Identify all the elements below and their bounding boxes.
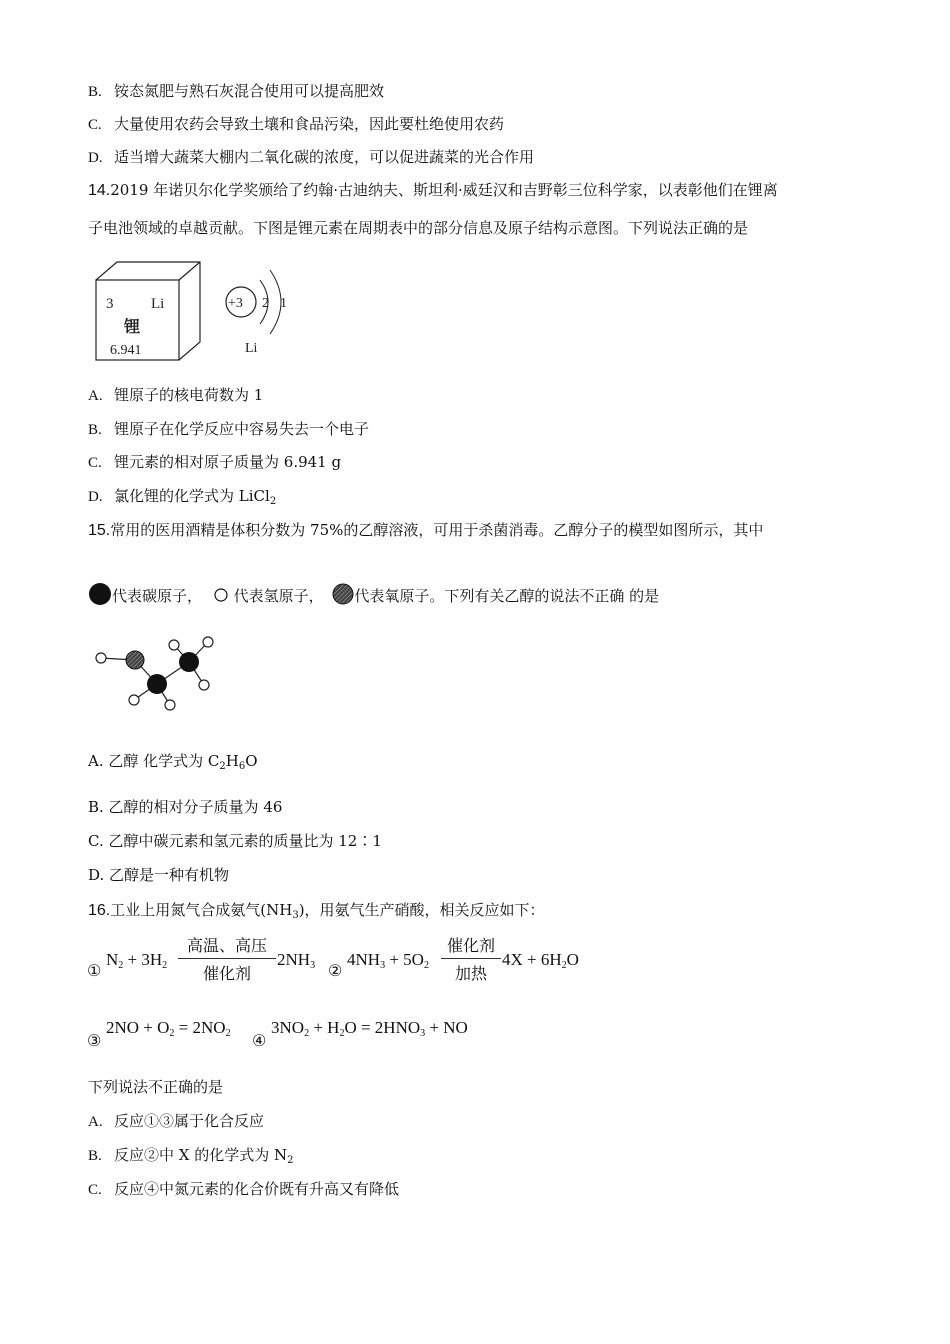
q15-stem-line1: 15.常用的医用酒精是体积分数为 75%的乙醇溶液，可用于杀菌消毒。乙醇分子的模型如图所示，其中 [88, 521, 764, 539]
element-name: 锂 [124, 317, 141, 336]
carbon-atom-icon [88, 582, 112, 606]
hydrogen-atom [169, 640, 179, 650]
q14-option-a: A. 锂原子的核电荷数为 1 [88, 386, 264, 404]
nucleus-charge: +3 [228, 296, 243, 311]
atom-structure [226, 270, 287, 356]
q14-option-c: C. 锂元素的相对原子质量为 6.941 g [88, 453, 342, 471]
reaction-1-left: $N_2 + 3H_2$ [106, 950, 168, 971]
oxygen-atom [126, 651, 144, 669]
shell-2-electrons: 1 [280, 296, 287, 311]
q15-option-c: C. 乙醇中碳元素和氢元素的质量比为 12∶1 [88, 832, 382, 850]
q14-option-d: D. 氯化锂的化学式为 LiCl$_2$ [88, 487, 277, 507]
shell-1-electrons: 2 [262, 296, 269, 311]
q16-option-b: B. 反应②中 X 的化学式为 $N_2$ [88, 1146, 294, 1166]
atom-label: Li [245, 341, 258, 356]
reaction-2-marker: ② [328, 961, 343, 980]
element-symbol: Li [151, 296, 165, 312]
reaction-4-marker: ④ [252, 1031, 267, 1050]
atomic-mass: 6.941 [110, 343, 142, 358]
q13-option-b: B. 铵态氮肥与熟石灰混合使用可以提高肥效 [88, 82, 385, 100]
hydrogen-atom [199, 680, 209, 690]
carbon-atom [147, 674, 167, 694]
q16-question: 下列说法不正确的是 [88, 1078, 224, 1096]
q15-legend: 代表碳原子， 代表氢原子， 代表氧原子。下列有关乙醇的说法不正确 的是 [88, 582, 659, 606]
oxygen-atom-icon [332, 583, 354, 605]
q14-option-b: B. 锂原子在化学反应中容易失去一个电子 [88, 420, 370, 438]
reaction-1-condition: 高温、高压 催化剂 [178, 933, 276, 984]
carbon-atom [179, 652, 199, 672]
q16-option-c: C. 反应④中氮元素的化合价既有升高又有降低 [88, 1180, 400, 1198]
reaction-1-right: $2NH_3$ [277, 950, 316, 971]
atomic-number: 3 [106, 296, 114, 312]
q16-stem: 16.工业上用氮气合成氨气$(NH_3)$，用氨气生产硝酸，相关反应如下： [88, 901, 545, 921]
reaction-2-condition: 催化剂 加热 [441, 933, 501, 984]
ethanol-molecule-model [90, 630, 230, 720]
q14-stem-line2: 子电池领域的卓越贡献。下图是锂元素在周期表中的部分信息及原子结构示意图。下列说法正确的是 [88, 219, 749, 237]
q13-option-c: C. 大量使用农药会导致土壤和食品污染，因此要杜绝使用农药 [88, 115, 505, 133]
q13-option-d: D. 适当增大蔬菜大棚内二氧化碳的浓度，可以促进蔬菜的光合作用 [88, 148, 535, 166]
q15-option-a: A. 乙醇 化学式为 $C_2H_6O$ [88, 752, 258, 772]
hydrogen-atom [165, 700, 175, 710]
q15-option-b: B. 乙醇的相对分子质量为 46 [88, 798, 283, 816]
hydrogen-atom [203, 637, 213, 647]
reaction-3: $2NO + O_2 = 2NO_2$ [106, 1018, 231, 1039]
q14-stem-line1: 14.2019 年诺贝尔化学奖颁给了约翰·古迪纳夫、斯坦利·威廷汉和吉野彰三位科学家，以表彰他们在锂离 [88, 181, 778, 199]
q16-option-a: A. 反应①③属于化合反应 [88, 1112, 265, 1130]
reaction-3-marker: ③ [87, 1031, 102, 1050]
hydrogen-atom-icon [213, 587, 229, 603]
hydrogen-atom [129, 695, 139, 705]
reaction-1-marker: ① [87, 961, 102, 980]
lithium-figure [90, 258, 305, 368]
reaction-2-left: $4NH_3 + 5O_2$ [347, 950, 429, 971]
hydrogen-atom [96, 653, 106, 663]
reaction-4: $3NO_2 + H_2O = 2HNO_3$ + NO [271, 1018, 468, 1039]
q15-option-d: D. 乙醇是一种有机物 [88, 866, 230, 884]
reaction-2-right: $4X + 6H_2O$ [502, 950, 579, 971]
